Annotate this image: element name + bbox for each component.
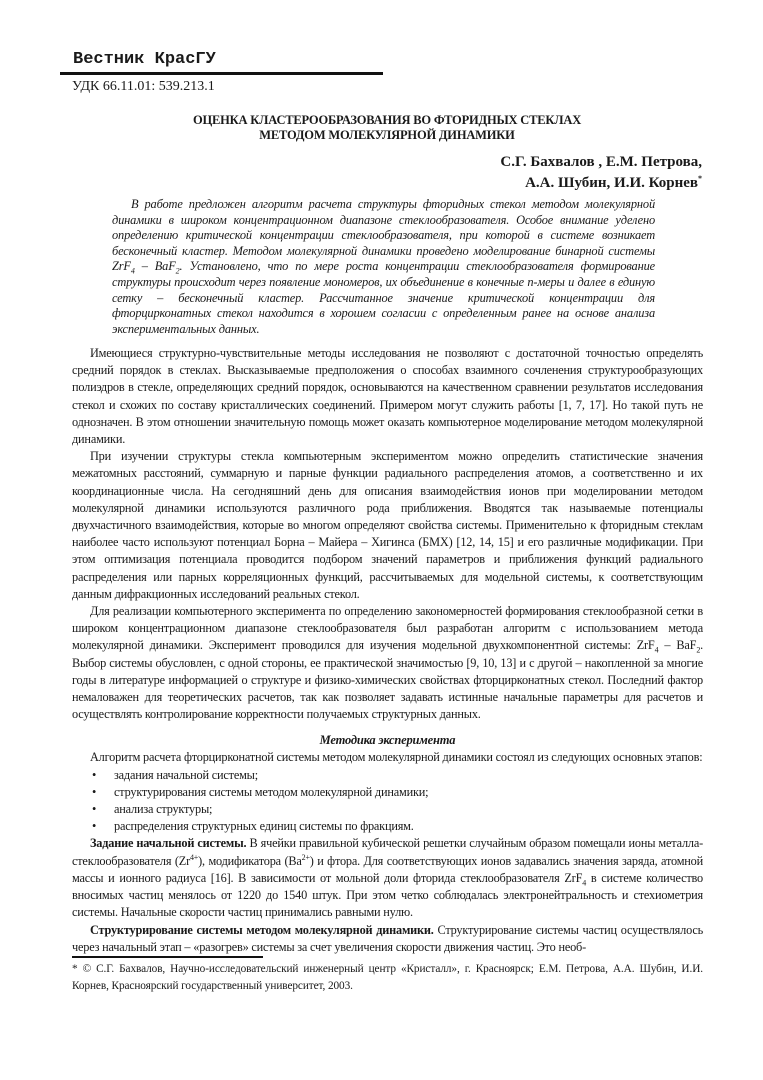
text: в системе количество вносимых частиц менялось от 1220 до 1540 штук. При этом четко соблюдалась электронейтральность и стехиометрия системы. Начальные скорости частиц принимались равными нулю. [72, 870, 703, 920]
section-heading: Методика эксперимента [319, 733, 456, 748]
footnote-mark: * [698, 174, 702, 183]
paragraph [72, 922, 703, 956]
udk-code: УДК 66.11.01: 539.213.1 [72, 79, 215, 94]
superscript: 2+ [301, 852, 310, 862]
subscript: 4 [654, 645, 659, 655]
authors-line-2: А.А. Шубин, И.И. Корнев [525, 175, 698, 191]
header-rule [60, 72, 383, 75]
list-item-text: распределения структурных единиц системы по фракциям. [114, 819, 414, 834]
run-in-heading: Задание начальной системы. [90, 836, 247, 851]
paragraph: Имеющиеся структурно-чувствительные методы исследования не позволяют с достаточной точностью определять средний порядок в стеклах. Высказываемые предположения о способах взаимного сочленения структурообразующих полиэдров в стекле, определяющих средний порядок, основываются на качественном сравнении результатов исследования стекол и схожих по составу кристаллических соединений. Примером могут служить работы [1, 7, 17]. Но такой путь не однозначен. В этом отношении значительную помощь может оказать компьютерное моделирование методом молекулярной динамики. [72, 346, 703, 447]
article-title [72, 113, 702, 143]
abstract-text: – BaF [134, 259, 176, 274]
bullet-icon: • [92, 767, 97, 782]
subscript: 2 [175, 266, 180, 276]
paragraph [72, 603, 703, 723]
title-line-1: ОЦЕНКА КЛАСТЕРООБРАЗОВАНИЯ ВО ФТОРИДНЫХ СТЕКЛАХ [192, 113, 582, 127]
text: Структурирование системы частиц осуществлялось через начальный этап – «разогрев» системы за счет увеличения скорости движения частиц. Это необ- [72, 922, 703, 954]
bullet-icon: • [92, 784, 97, 799]
paragraph [72, 835, 703, 921]
text: В ячейки правильной кубической решетки случайным образом помещали ионы металла-стеклообразователя (Zr [72, 836, 703, 868]
list-item-text: анализа структуры; [114, 802, 213, 817]
article-body [72, 345, 703, 956]
text: ) и фтора. Для соответствующих ионов задавались значения заряда, атомной массы и ионного радиуса [16]. В зависимости от мольной доли фторида стеклообразователя ZrF [72, 853, 704, 885]
subscript: 4 [582, 878, 587, 888]
stages-list [72, 767, 703, 836]
journal-name: Вестник КрасГУ [73, 50, 216, 69]
text: Для реализации компьютерного эксперимента по определению закономерностей формирования стеклообразной сетки в широком концентрационном диапазоне стеклообразователя был разработан алгоритм с использованием метода молекулярной динамики. Эксперимент проводился для изучения модельной двухкомпонентной системы: ZrF [72, 604, 703, 653]
superscript: 4+ [189, 852, 199, 862]
paragraph: При изучении структуры стекла компьютерным экспериментом можно определить статистические значения межатомных расстояний, суммарную и парные функции радиального распределения атомов, а соответственно и их координационные числа. На сегодняшний день для описания взаимодействия ионов при моделировании методом молекулярной динамики используются различного рода приближения. Вводятся так называемые потенциалы двухчастичного взаимодействия, которые во многом определяют свойства системы. Применительно к фторидным стеклам наиболее часто используют потенциал Борна – Майера – Хигинса (БМХ) [12, 14, 15] и его различные модификации. При этом оптимизация потенциала проводится подбором значений параметров и приближения функций радиального распределения или парных корреляционных функций, рассчитываемых для модельной системы, к соответствующим данным дифракционных исследований реальных стекол. [72, 449, 703, 601]
list-item-text: задания начальной системы; [114, 767, 258, 782]
list-item [92, 767, 703, 784]
text: – BaF [658, 638, 697, 653]
footnote-rule [72, 956, 263, 958]
list-item-text: структурирования системы методом молекулярной динамики; [114, 784, 429, 799]
bullet-icon: • [92, 802, 97, 817]
title-line-2: МЕТОДОМ МОЛЕКУЛЯРНОЙ ДИНАМИКИ [259, 128, 515, 142]
run-in-heading: Структурирование системы методом молекулярной динамики. [90, 922, 434, 937]
subscript: 2 [696, 645, 701, 655]
bullet-icon: • [92, 819, 97, 834]
abstract-text: В работе предложен алгоритм расчета структуры фторидных стекол методом молекулярной динамики в широком концентрационном диапазоне стеклообразователя. Особое внимание уделено определению критической концентрации стеклообразователя, при которой в системе возникает бесконечный кластер. Методом молекулярной динамики проведено моделирование бинарной системы ZrF [112, 197, 655, 274]
footnote: * © С.Г. Бахвалов, Научно-исследовательский инженерный центр «Кристалл», г. Красноярск; Е.М. Петрова, А.А. Шубин, И.И. Корнев, Красноярский государственный университет, 2003. [72, 963, 703, 992]
abstract [112, 197, 655, 337]
abstract-text: . Установлено, что по мере роста концентрации стеклообразователя формирование структуры происходит через появление мономеров, их объединение в конечные n-меры и далее в единую сетку – бесконечный кластер. Рассчитанное значение критической концентрации для фторцирконатных стекол находится в хорошем согласии с определенным ранее на основе анализа экспериментальных данных. [112, 259, 655, 336]
text: ), модификатора (Ba [198, 853, 302, 868]
list-item [92, 818, 703, 835]
list-item [92, 784, 703, 801]
authors [500, 152, 702, 194]
paragraph: Алгоритм расчета фторцирконатной системы методом молекулярной динамики состоял из следующих основных этапов: [90, 750, 703, 765]
list-item [92, 801, 703, 818]
subscript: 4 [130, 266, 135, 276]
authors-line-1: С.Г. Бахвалов , Е.М. Петрова, [500, 154, 702, 170]
text: . Выбор системы обусловлен, с одной стороны, ее практической значимостью [9, 10, 13] и с другой – накопленной за многие годы в литературе информацией о структуре и физико-химических свойствах фторцирконатных стекол. Последний фактор немаловажен для теоретических расчетов, так как позволяет задавать истинные начальные параметры для расчетов и осуществлять контролирование корректности получаемых структурных данных. [72, 638, 703, 722]
